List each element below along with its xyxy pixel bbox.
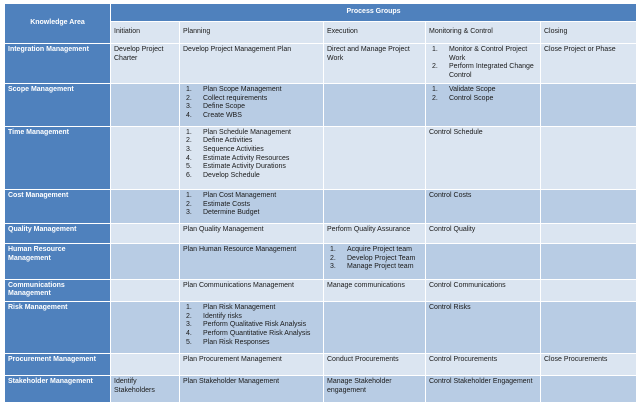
list-item-number: 1. <box>186 86 192 94</box>
process-cell <box>111 279 180 302</box>
list-item-number: 3. <box>186 146 192 154</box>
process-cell <box>324 44 426 84</box>
process-label: Control Risks <box>429 304 471 312</box>
process-cell <box>324 302 426 354</box>
knowledge-area-cell: Scope Management <box>5 84 111 127</box>
process-cell <box>324 189 426 223</box>
process-cell <box>324 376 426 403</box>
process-cell <box>180 223 324 243</box>
list-item-number: 3. <box>186 321 192 329</box>
process-cell <box>541 126 637 189</box>
process-label: Control Costs <box>429 191 472 199</box>
process-cell <box>541 302 637 354</box>
list-item <box>429 46 537 63</box>
process-cell <box>180 126 324 189</box>
list-item-number: 4. <box>186 154 192 162</box>
list-item-label: Create WBS <box>203 111 242 119</box>
list-item-number: 3. <box>186 209 192 217</box>
process-group-header-closing: Closing <box>541 22 637 44</box>
table-row <box>5 376 637 403</box>
list-item-number: 6. <box>186 171 192 179</box>
knowledge-area-cell: Procurement Management <box>5 354 111 376</box>
process-label: Manage communications <box>327 281 405 289</box>
list-item <box>183 146 320 155</box>
process-cell <box>180 84 324 127</box>
list-item-number: 2. <box>330 254 336 262</box>
list-item-number: 2. <box>186 200 192 208</box>
process-cell <box>111 223 180 243</box>
list-item-number: 3. <box>330 263 336 271</box>
list-item <box>183 155 320 164</box>
process-cell <box>180 44 324 84</box>
process-label: Plan Human Resource Management <box>183 245 297 253</box>
list-item-number: 4. <box>186 329 192 337</box>
process-label: Control Communications <box>429 281 506 289</box>
list-item <box>183 137 320 146</box>
list-item <box>183 209 320 218</box>
list-item-label: Determine Budget <box>203 209 260 217</box>
list-item-number: 1. <box>432 86 438 94</box>
process-list <box>183 192 320 218</box>
process-list <box>183 304 320 347</box>
process-cell <box>111 126 180 189</box>
list-item-label: Validate Scope <box>449 86 496 94</box>
list-item <box>183 192 320 201</box>
process-cell <box>426 302 541 354</box>
list-item <box>429 86 537 95</box>
knowledge-area-cell: Quality Management <box>5 223 111 243</box>
process-label: Plan Procurement Management <box>183 356 282 364</box>
process-label: Plan Quality Management <box>183 225 264 233</box>
list-item <box>183 95 320 104</box>
list-item <box>183 201 320 210</box>
list-item-label: Identify risks <box>203 312 242 320</box>
process-label: Perform Quality Assurance <box>327 225 411 233</box>
table-row <box>5 84 637 127</box>
list-item <box>429 95 537 104</box>
table-row <box>5 189 637 223</box>
list-item-label: Define Activities <box>203 137 253 145</box>
process-cell <box>541 223 637 243</box>
process-cell <box>541 376 637 403</box>
process-label: Manage Stakeholder engagement <box>327 378 392 395</box>
list-item <box>183 129 320 138</box>
process-cell <box>180 302 324 354</box>
list-item <box>183 321 320 330</box>
knowledge-area-cell: Stakeholder Management <box>5 376 111 403</box>
list-item-label: Perform Qualitative Risk Analysis <box>203 321 307 329</box>
list-item-label: Perform Quantitative Risk Analysis <box>203 329 311 337</box>
process-label: Control Schedule <box>429 128 483 136</box>
process-cell <box>111 354 180 376</box>
process-cell <box>180 189 324 223</box>
process-label: Plan Stakeholder Management <box>183 378 280 386</box>
process-cell <box>111 302 180 354</box>
list-item <box>183 339 320 348</box>
list-item-number: 1. <box>432 46 438 53</box>
list-item <box>183 86 320 95</box>
list-item-label: Plan Scope Management <box>203 86 282 94</box>
process-label: Identify Stakeholders <box>114 378 155 395</box>
process-group-header-initiation: Initiation <box>111 22 180 44</box>
process-cell <box>541 279 637 302</box>
process-cell <box>111 243 180 279</box>
list-item-number: 2. <box>186 94 192 102</box>
list-item-label: Plan Risk Responses <box>203 338 270 346</box>
list-item-number: 1. <box>186 191 192 199</box>
table-row <box>5 126 637 189</box>
list-item-label: Control Scope <box>449 94 494 102</box>
table-row <box>5 223 637 243</box>
list-item <box>183 313 320 322</box>
list-item-number: 4. <box>186 111 192 119</box>
process-cell <box>180 243 324 279</box>
list-item-label: Plan Cost Management <box>203 191 277 199</box>
list-item-label: Perform Integrated Change Control <box>449 63 534 79</box>
list-item <box>183 103 320 112</box>
process-cell <box>180 279 324 302</box>
list-item-number: 2. <box>186 312 192 320</box>
list-item <box>183 304 320 313</box>
process-label: Develop Project Charter <box>114 46 164 62</box>
process-cell <box>426 279 541 302</box>
table-row <box>5 243 637 279</box>
list-item <box>327 255 422 264</box>
process-label: Close Project or Phase <box>544 46 616 53</box>
list-item <box>183 330 320 339</box>
process-label: Close Procurements <box>544 356 608 364</box>
process-groups-table <box>4 3 637 403</box>
list-item-label: Estimate Costs <box>203 200 251 208</box>
process-group-header-monitoring-control: Monitoring & Control <box>426 22 541 44</box>
list-item-number: 2. <box>186 137 192 145</box>
process-groups-header: Process Groups <box>111 4 637 22</box>
list-item-label: Develop Schedule <box>203 171 260 179</box>
list-item-number: 5. <box>186 338 192 346</box>
process-cell <box>426 354 541 376</box>
knowledge-area-cell: Human Resource Management <box>5 243 111 279</box>
list-item-label: Manage Project team <box>347 263 414 271</box>
process-label: Conduct Procurements <box>327 356 399 364</box>
list-item <box>429 63 537 80</box>
process-cell <box>426 376 541 403</box>
process-label: Direct and Manage Project Work <box>327 46 410 62</box>
process-cell <box>324 279 426 302</box>
process-label: Control Procurements <box>429 356 498 364</box>
table-row <box>5 44 637 84</box>
process-label: Plan Communications Management <box>183 281 294 289</box>
process-cell <box>324 223 426 243</box>
knowledge-area-cell: Communications Management <box>5 279 111 302</box>
knowledge-area-cell: Time Management <box>5 126 111 189</box>
process-cell <box>111 376 180 403</box>
process-cell <box>541 44 637 84</box>
process-label: Control Stakeholder Engagement <box>429 378 533 386</box>
process-list <box>429 86 537 103</box>
list-item-number: 3. <box>186 103 192 111</box>
process-cell <box>541 84 637 127</box>
knowledge-area-header: Knowledge Area <box>5 4 111 44</box>
list-item-number: 1. <box>186 304 192 312</box>
list-item <box>327 263 422 272</box>
process-group-header-planning: Planning <box>180 22 324 44</box>
list-item-label: Plan Schedule Management <box>203 128 291 136</box>
list-item-number: 2. <box>432 63 438 71</box>
list-item-label: Estimate Activity Resources <box>203 154 290 162</box>
process-cell <box>324 84 426 127</box>
process-cell <box>111 84 180 127</box>
process-cell <box>541 243 637 279</box>
list-item <box>183 112 320 121</box>
process-cell <box>111 189 180 223</box>
process-list <box>327 246 422 272</box>
list-item-label: Develop Project Team <box>347 254 416 262</box>
list-item <box>183 172 320 181</box>
process-group-header-execution: Execution <box>324 22 426 44</box>
list-item-label: Plan Risk Management <box>203 304 276 312</box>
process-label: Develop Project Management Plan <box>183 46 292 53</box>
process-list <box>429 46 537 80</box>
table-row <box>5 279 637 302</box>
process-cell <box>180 376 324 403</box>
list-item-label: Estimate Activity Durations <box>203 163 286 171</box>
process-cell <box>324 354 426 376</box>
process-cell <box>541 354 637 376</box>
list-item-label: Define Scope <box>203 103 246 111</box>
process-cell <box>426 189 541 223</box>
process-cell <box>324 126 426 189</box>
process-cell <box>426 44 541 84</box>
list-item <box>327 246 422 255</box>
list-item-number: 1. <box>186 128 192 136</box>
knowledge-area-cell: Risk Management <box>5 302 111 354</box>
process-cell <box>426 223 541 243</box>
list-item-number: 2. <box>432 94 438 102</box>
process-groups-table-container <box>4 3 636 403</box>
process-cell <box>426 126 541 189</box>
process-cell <box>426 243 541 279</box>
list-item-label: Collect requirements <box>203 94 268 102</box>
list-item-number: 5. <box>186 163 192 171</box>
table-row <box>5 354 637 376</box>
knowledge-area-cell: Integration Management <box>5 44 111 84</box>
process-label: Control Quality <box>429 225 476 233</box>
process-cell <box>111 44 180 84</box>
process-cell <box>180 354 324 376</box>
list-item-label: Sequence Activities <box>203 146 264 154</box>
process-cell <box>541 189 637 223</box>
knowledge-area-cell: Cost Management <box>5 189 111 223</box>
list-item <box>183 163 320 172</box>
process-cell <box>426 84 541 127</box>
process-list <box>183 129 320 181</box>
process-list <box>183 86 320 120</box>
process-cell <box>324 243 426 279</box>
list-item-label: Acquire Project team <box>347 245 412 253</box>
table-row <box>5 302 637 354</box>
list-item-number: 1. <box>330 245 336 253</box>
list-item-label: Monitor & Control Project Work <box>449 46 528 62</box>
